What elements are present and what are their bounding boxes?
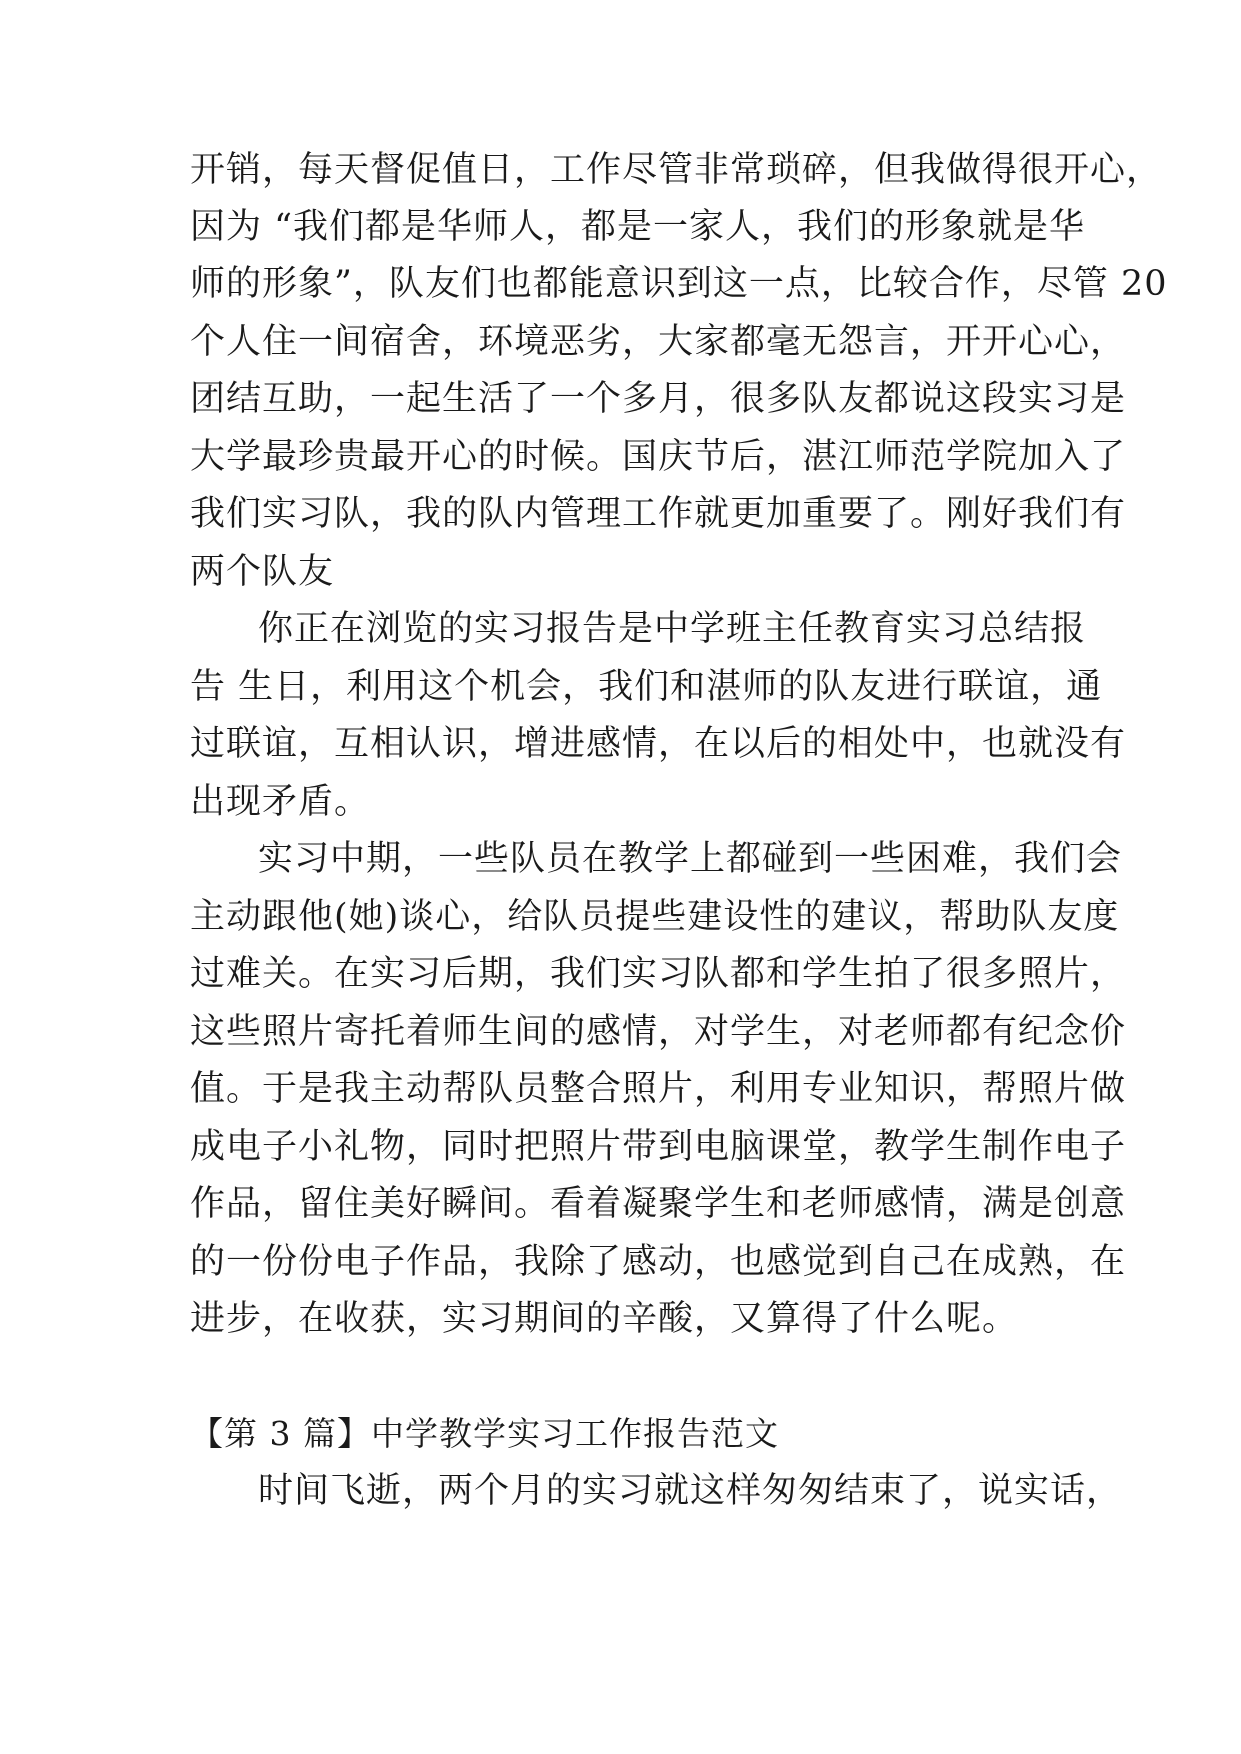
text-line: 时间飞逝，两个月的实习就这样匆匆结束了，说实话，	[258, 1471, 1123, 1511]
text-line: 过联谊，互相认识，增进感情，在以后的相处中，也就没有	[190, 724, 1127, 764]
text-line: 这些照片寄托着师生间的感情，对学生，对老师都有纪念价	[190, 1012, 1127, 1052]
text-line: 两个队友	[190, 552, 335, 592]
text-line: 我们实习队，我的队内管理工作就更加重要了。刚好我们有	[190, 494, 1127, 534]
text-line: 主动跟他(她)谈心，给队员提些建设性的建议，帮助队友度	[190, 897, 1120, 937]
text-line: 出现矛盾。	[190, 782, 371, 822]
text-line: 的一份份电子作品，我除了感动，也感觉到自己在成熟，在	[190, 1242, 1127, 1282]
text-line: 师的形象”，队友们也都能意识到这一点，比较合作，尽管 20	[190, 264, 1168, 304]
text-line: 因为 “我们都是华师人，都是一家人，我们的形象就是华	[190, 207, 1086, 247]
text-line: 实习中期，一些队员在教学上都碰到一些困难，我们会	[258, 839, 1123, 879]
text-line: 团结互助，一起生活了一个多月，很多队友都说这段实习是	[190, 379, 1127, 419]
text-line: 进步，在收获，实习期间的辛酸，又算得了什么呢。	[190, 1299, 1019, 1339]
text-line: 告 生日，利用这个机会，我们和湛师的队友进行联谊，通	[190, 667, 1103, 707]
text-line: 过难关。在实习后期，我们实习队都和学生拍了很多照片，	[190, 954, 1127, 994]
text-line: 开销，每天督促值日，工作尽管非常琐碎，但我做得很开心，	[190, 150, 1163, 190]
text-line: 你正在浏览的实习报告是中学班主任教育实习总结报	[258, 609, 1087, 649]
text-line: 作品，留住美好瞬间。看着凝聚学生和老师感情，满是创意	[190, 1184, 1127, 1224]
section-heading: 【第 3 篇】中学教学实习工作报告范文	[190, 1414, 779, 1453]
text-line: 个人住一间宿舍，环境恶劣，大家都毫无怨言，开开心心，	[190, 322, 1127, 362]
text-line: 大学最珍贵最开心的时候。国庆节后，湛江师范学院加入了	[190, 437, 1127, 477]
text-line: 成电子小礼物，同时把照片带到电脑课堂，教学生制作电子	[190, 1127, 1127, 1167]
text-line: 值。于是我主动帮队员整合照片，利用专业知识，帮照片做	[190, 1069, 1127, 1109]
